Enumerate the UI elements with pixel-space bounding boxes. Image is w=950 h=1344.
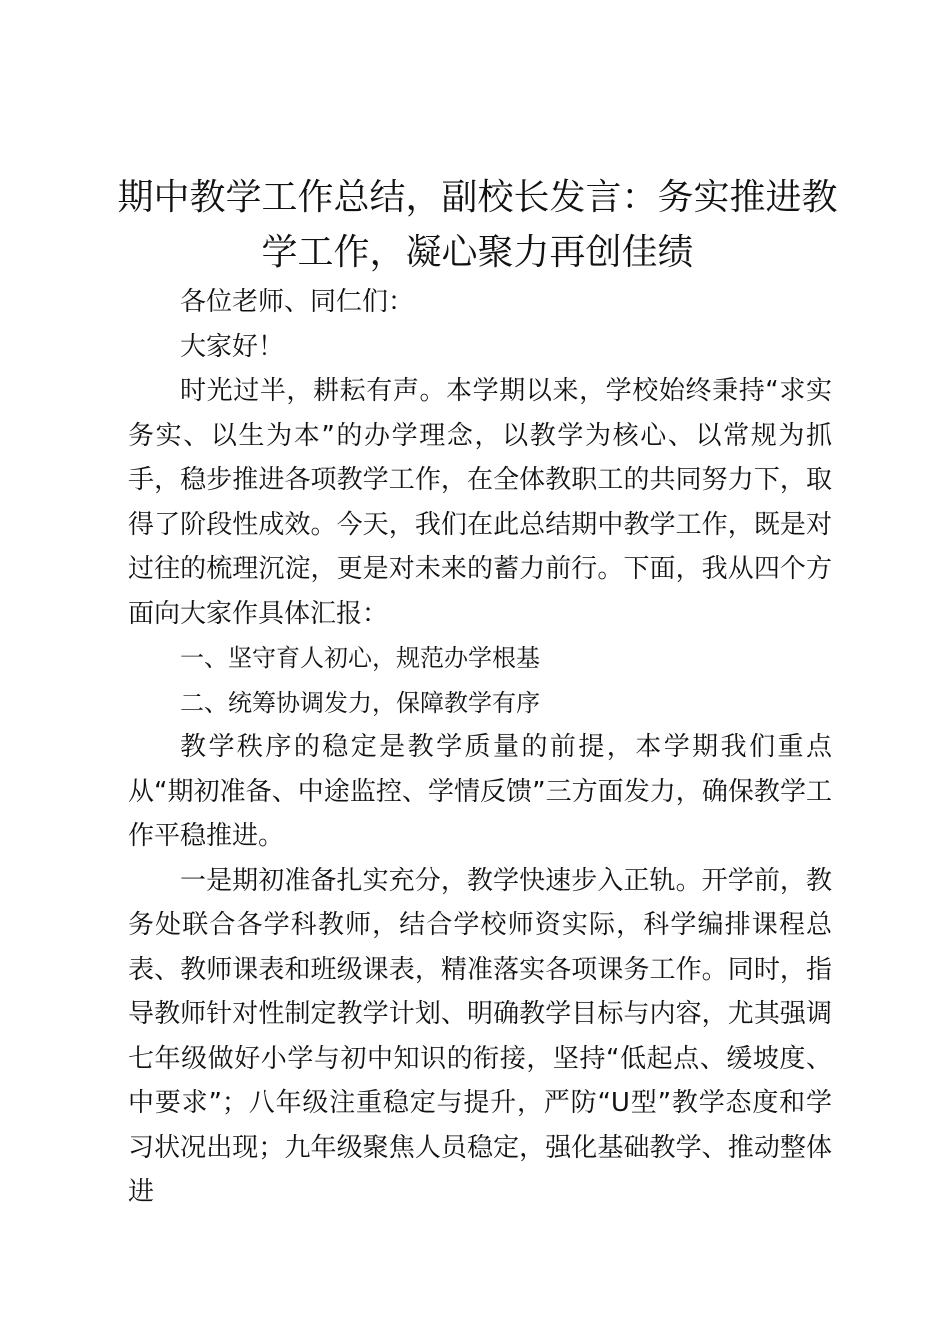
salutation: 各位老师、同仁们： — [180, 287, 415, 317]
section-heading-2: 二、统筹协调发力，保障教学有序 — [180, 688, 540, 717]
intro-paragraph: 时光过半，耕耘有声。本学期以来，学校始终秉持“求实务实、以生为本”的办学理念，以教学为核心、以常规为抓手，稳步推进各项教学工作，在全体教职工的共同努力下，取得了阶段性成效。今天，我们在此总结期中教学工作，既是对过往的梳理沉淀，更是对未来的蓄力前行。下面，我从四个方面向大家作具体汇报： — [128, 376, 832, 629]
document-body — [128, 280, 832, 1215]
section-heading-1: 一、坚守育人初心，规范办学根基 — [180, 644, 540, 672]
document-title: 期中教学工作总结，副校长发言：务实推进教学工作，凝心聚力再创佳绩 — [117, 177, 838, 273]
point-1-paragraph: 一是期初准备扎实充分，教学快速步入正轨。开学前，教务处联合各学科教师，结合学校师资实际，科学编排课程总表、教师课表和班级课表，精准落实各项课务工作。同时，指导教师针对性制定教学计划、明确教学目标与内容，尤其强调七年级做好小学与初中知识的衔接，坚持“低起点、缓坡度、中要求”；八年级注重稳定与提升，严防“U型”教学态度和学习状况出现；九年级聚焦人员稳定，强化基础教学、推动整体进 — [128, 865, 832, 1207]
greeting: 大家好！ — [180, 331, 285, 362]
section-2-paragraph: 教学秩序的稳定是教学质量的前提，本学期我们重点从“期初准备、中途监控、学情反馈”三方面发力，确保教学工作平稳推进。 — [128, 732, 832, 851]
